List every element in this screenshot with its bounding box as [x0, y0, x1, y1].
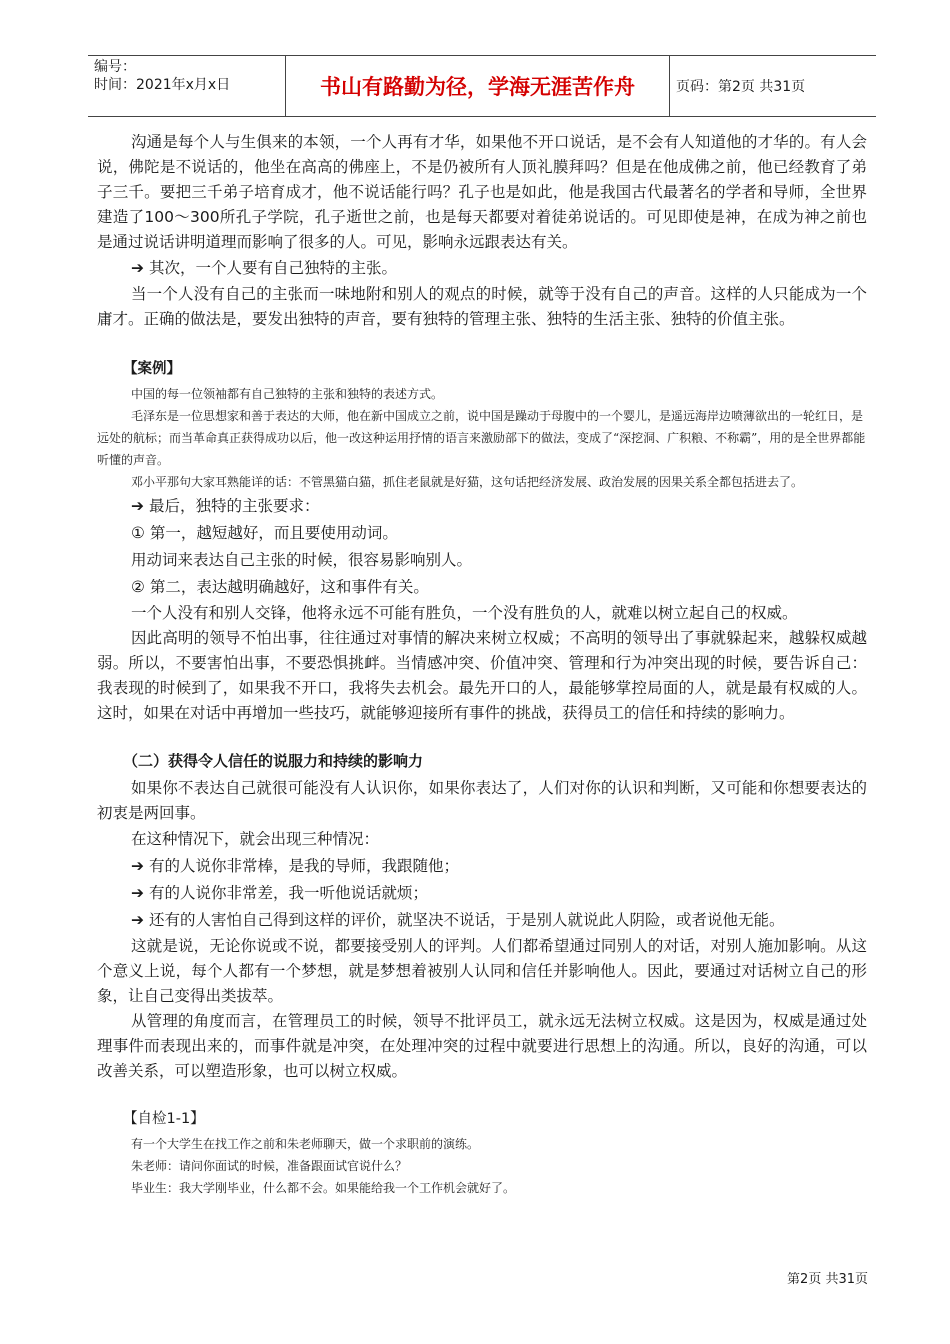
arrow-item [97, 853, 867, 880]
case-text: 中国的每一位领袖都有自己独特的主张和独特的表述方式。 [131, 387, 444, 401]
arrow-icon: ➔ [131, 911, 144, 929]
case-text: 邓小平那句大家耳熟能详的话：不管黑猫白猫，抓住老鼠就是好猫，这句话把经济发展、政治发展的因果关系全都包括进去了。 [131, 475, 804, 489]
arrow-item-text: 还有的人害怕自己得到这样的评价，就坚决不说话，于是别人就说此人阴险，或者说他无能。 [148, 911, 785, 929]
header-meta [94, 58, 230, 94]
numbered-item: ① 第一，越短越好，而且要使用动词。 [131, 524, 398, 542]
document-body [97, 130, 867, 1199]
arrow-item-text: 最后，独特的主张要求： [148, 497, 320, 515]
paragraph: 这就是说，无论你说或不说，都要接受别人的评判。人们都希望通过同别人的对话，对别人施加影响。从这个意义上说，每个人都有一个梦想，就是梦想着被别人认同和信任并影响他人。因此，要通过对话树立自己的形象，让自己变得出类拔萃。 [97, 937, 867, 1005]
paragraph: 当一个人没有自己的主张而一味地附和别人的观点的时候，就等于没有自己的声音。这样的人只能成为一个庸才。正确的做法是，要发出独特的声音，要有独特的管理主张、独特的生活主张、独特的价值主张。 [97, 285, 867, 328]
paragraph: 如果你不表达自己就很可能没有人认识你，如果你表达了，人们对你的认识和判断，又可能和你想要表达的初衷是两回事。 [97, 779, 867, 822]
header-page-info: 页码：第2页 共31页 [676, 79, 806, 95]
time-label: 时间：2021年x月x日 [94, 77, 231, 93]
arrow-item-second [97, 255, 867, 282]
arrow-icon: ➔ [131, 497, 144, 515]
self-check-title: 【自检1-1】 [123, 1111, 205, 1127]
arrow-item-text: 有的人说你非常棒，是我的导师，我跟随他； [148, 857, 459, 875]
paragraph: 在这种情况下，就会出现三种情况： [131, 830, 380, 848]
header-motto: 书山有路勤为径，学海无涯苦作舟 [285, 56, 670, 116]
paragraph: 因此高明的领导不怕出事，往往通过对事情的解决来树立权威；不高明的领导出了事就躲起来，越躲权威越弱。所以，不要害怕出事，不要恐惧挑衅。当情感冲突、价值冲突、管理和行为冲突出现的时候，要告诉自己：我表现的时候到了，如果我不开口，我将失去机会。最先开口的人，最能够掌控局面的人，就是最有权威的人。这时，如果在对话中再增加一些技巧，就能够迎接所有事件的挑战，获得员工的信任和持续的影响力。 [97, 629, 867, 722]
arrow-item [97, 907, 867, 934]
dialogue-line: 朱老师：请问你面试的时候，准备跟面试官说什么？ [131, 1159, 408, 1173]
case-text: 毛泽东是一位思想家和善于表达的大师，他在新中国成立之前，说中国是躁动于母腹中的一个婴儿，是遥远海岸边喷薄欲出的一轮红日，是远处的航标；而当革命真正获得成功以后，他一改这种运用抒情的语言来激励部下的做法，变成了“深挖洞、广积粮、不称霸”，用的是全世界都能听懂的声音。 [97, 409, 866, 467]
arrow-item-text: 其次，一个人要有自己独特的主张。 [148, 259, 397, 277]
arrow-icon: ➔ [131, 884, 144, 902]
arrow-item-text: 有的人说你非常差，我一听他说话就烦； [148, 884, 428, 902]
section-heading: （二）获得令人信任的说服力和持续的影响力 [123, 752, 424, 770]
paragraph: 沟通是每个人与生俱来的本领，一个人再有才华，如果他不开口说话，是不会有人知道他的才华的。有人会说，佛陀是不说话的，他坐在高高的佛座上，不是仍被所有人顶礼膜拜吗？但是在他成佛之前，他已经教育了弟子三千。要把三千弟子培育成才，他不说话能行吗？孔子也是如此，他是我国古代最著名的学者和导师，全世界建造了100～300所孔子学院，孔子逝世之前，也是每天都要对着徒弟说话的。可见即使是神，在成为神之前也是通过说话讲明道理而影响了很多的人。可见，影响永远跟表达有关。 [97, 133, 867, 251]
paragraph: 一个人没有和别人交锋，他将永远不可能有胜负，一个没有胜负的人，就难以树立起自己的权威。 [131, 604, 798, 622]
case-title: 【案例】 [123, 361, 181, 377]
arrow-item [97, 880, 867, 907]
page-footer: 第2页 共31页 [787, 1272, 868, 1287]
arrow-icon: ➔ [131, 259, 144, 277]
number-label: 编号： [94, 59, 136, 75]
item-description: 用动词来表达自己主张的时候，很容易影响别人。 [131, 551, 473, 569]
arrow-icon: ➔ [131, 857, 144, 875]
paragraph: 从管理的角度而言，在管理员工的时候，领导不批评员工，就永远无法树立权威。这是因为，权威是通过处理事件而表现出来的，而事件就是冲突，在处理冲突的过程中就要进行思想上的沟通。所以，良好的沟通，可以改善关系，可以塑造形象，也可以树立权威。 [97, 1012, 867, 1080]
dialogue-line: 有一个大学生在找工作之前和朱老师聊天，做一个求职前的演练。 [131, 1137, 480, 1151]
numbered-item: ② 第二，表达越明确越好，这和事件有关。 [131, 578, 429, 596]
page-header [88, 55, 876, 117]
arrow-item-finally [97, 493, 867, 520]
dialogue-line: 毕业生：我大学刚毕业，什么都不会。如果能给我一个工作机会就好了。 [131, 1181, 516, 1195]
